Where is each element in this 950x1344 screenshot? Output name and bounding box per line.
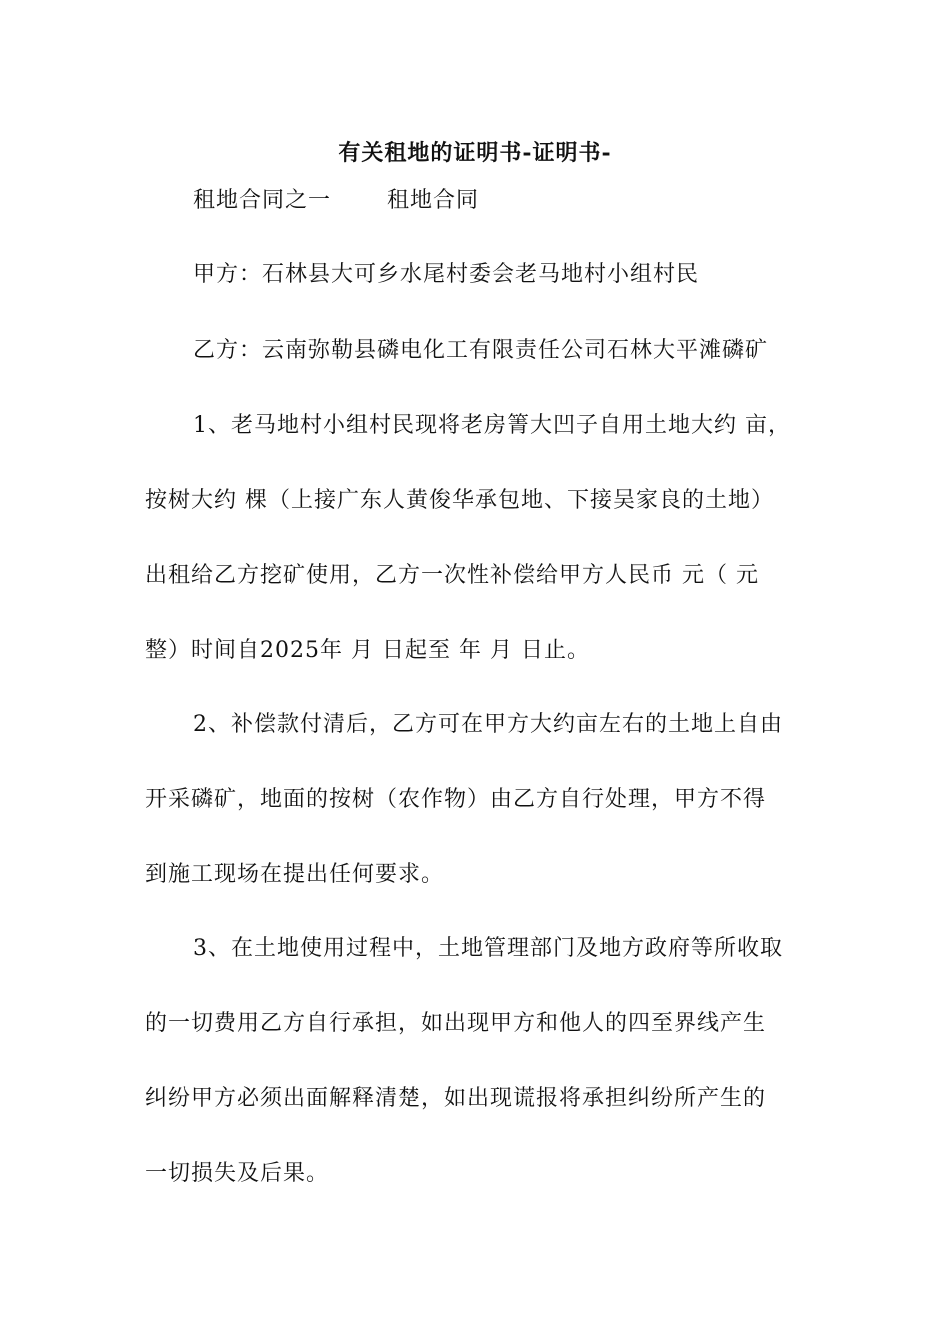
clause-1-line-2: 按树大约 棵（上接广东人黄俊华承包地、下接吴家良的土地） bbox=[145, 488, 774, 513]
party-b-line: 乙方：云南弥勒县磷电化工有限责任公司石林大平滩磷矿 bbox=[193, 338, 769, 363]
clause-3-line-2: 的一切费用乙方自行承担，如出现甲方和他人的四至界线产生 bbox=[145, 1011, 767, 1036]
clause-1-line-1: 1、老马地村小组村民现将老房箐大凹子自用土地大约 亩， bbox=[193, 413, 791, 438]
clause-1-line-3: 出租给乙方挖矿使用，乙方一次性补偿给甲方人民币 元（ 元 bbox=[145, 563, 759, 588]
clause-2-line-2: 开采磷矿，地面的按树（农作物）由乙方自行处理，甲方不得 bbox=[145, 787, 767, 812]
clause-3-line-4: 一切损失及后果。 bbox=[145, 1161, 330, 1186]
clause-3-line-1: 3、在土地使用过程中，土地管理部门及地方政府等所收取 bbox=[193, 936, 783, 961]
clause-2-line-1: 2、补偿款付清后，乙方可在甲方大约亩左右的土地上自由 bbox=[193, 712, 783, 737]
document-title: 有关租地的证明书-证明书- bbox=[338, 140, 612, 166]
clause-1-line-4: 整）时间自2025年 月 日起至 年 月 日止。 bbox=[145, 638, 590, 663]
contract-heading-line: 租地合同之一 租地合同 bbox=[193, 188, 479, 213]
clause-2-line-3: 到施工现场在提出任何要求。 bbox=[145, 862, 445, 887]
clause-3-line-3: 纠纷甲方必须出面解释清楚，如出现谎报将承担纠纷所产生的 bbox=[145, 1086, 767, 1111]
party-a-line: 甲方：石林县大可乡水尾村委会老马地村小组村民 bbox=[193, 262, 700, 287]
